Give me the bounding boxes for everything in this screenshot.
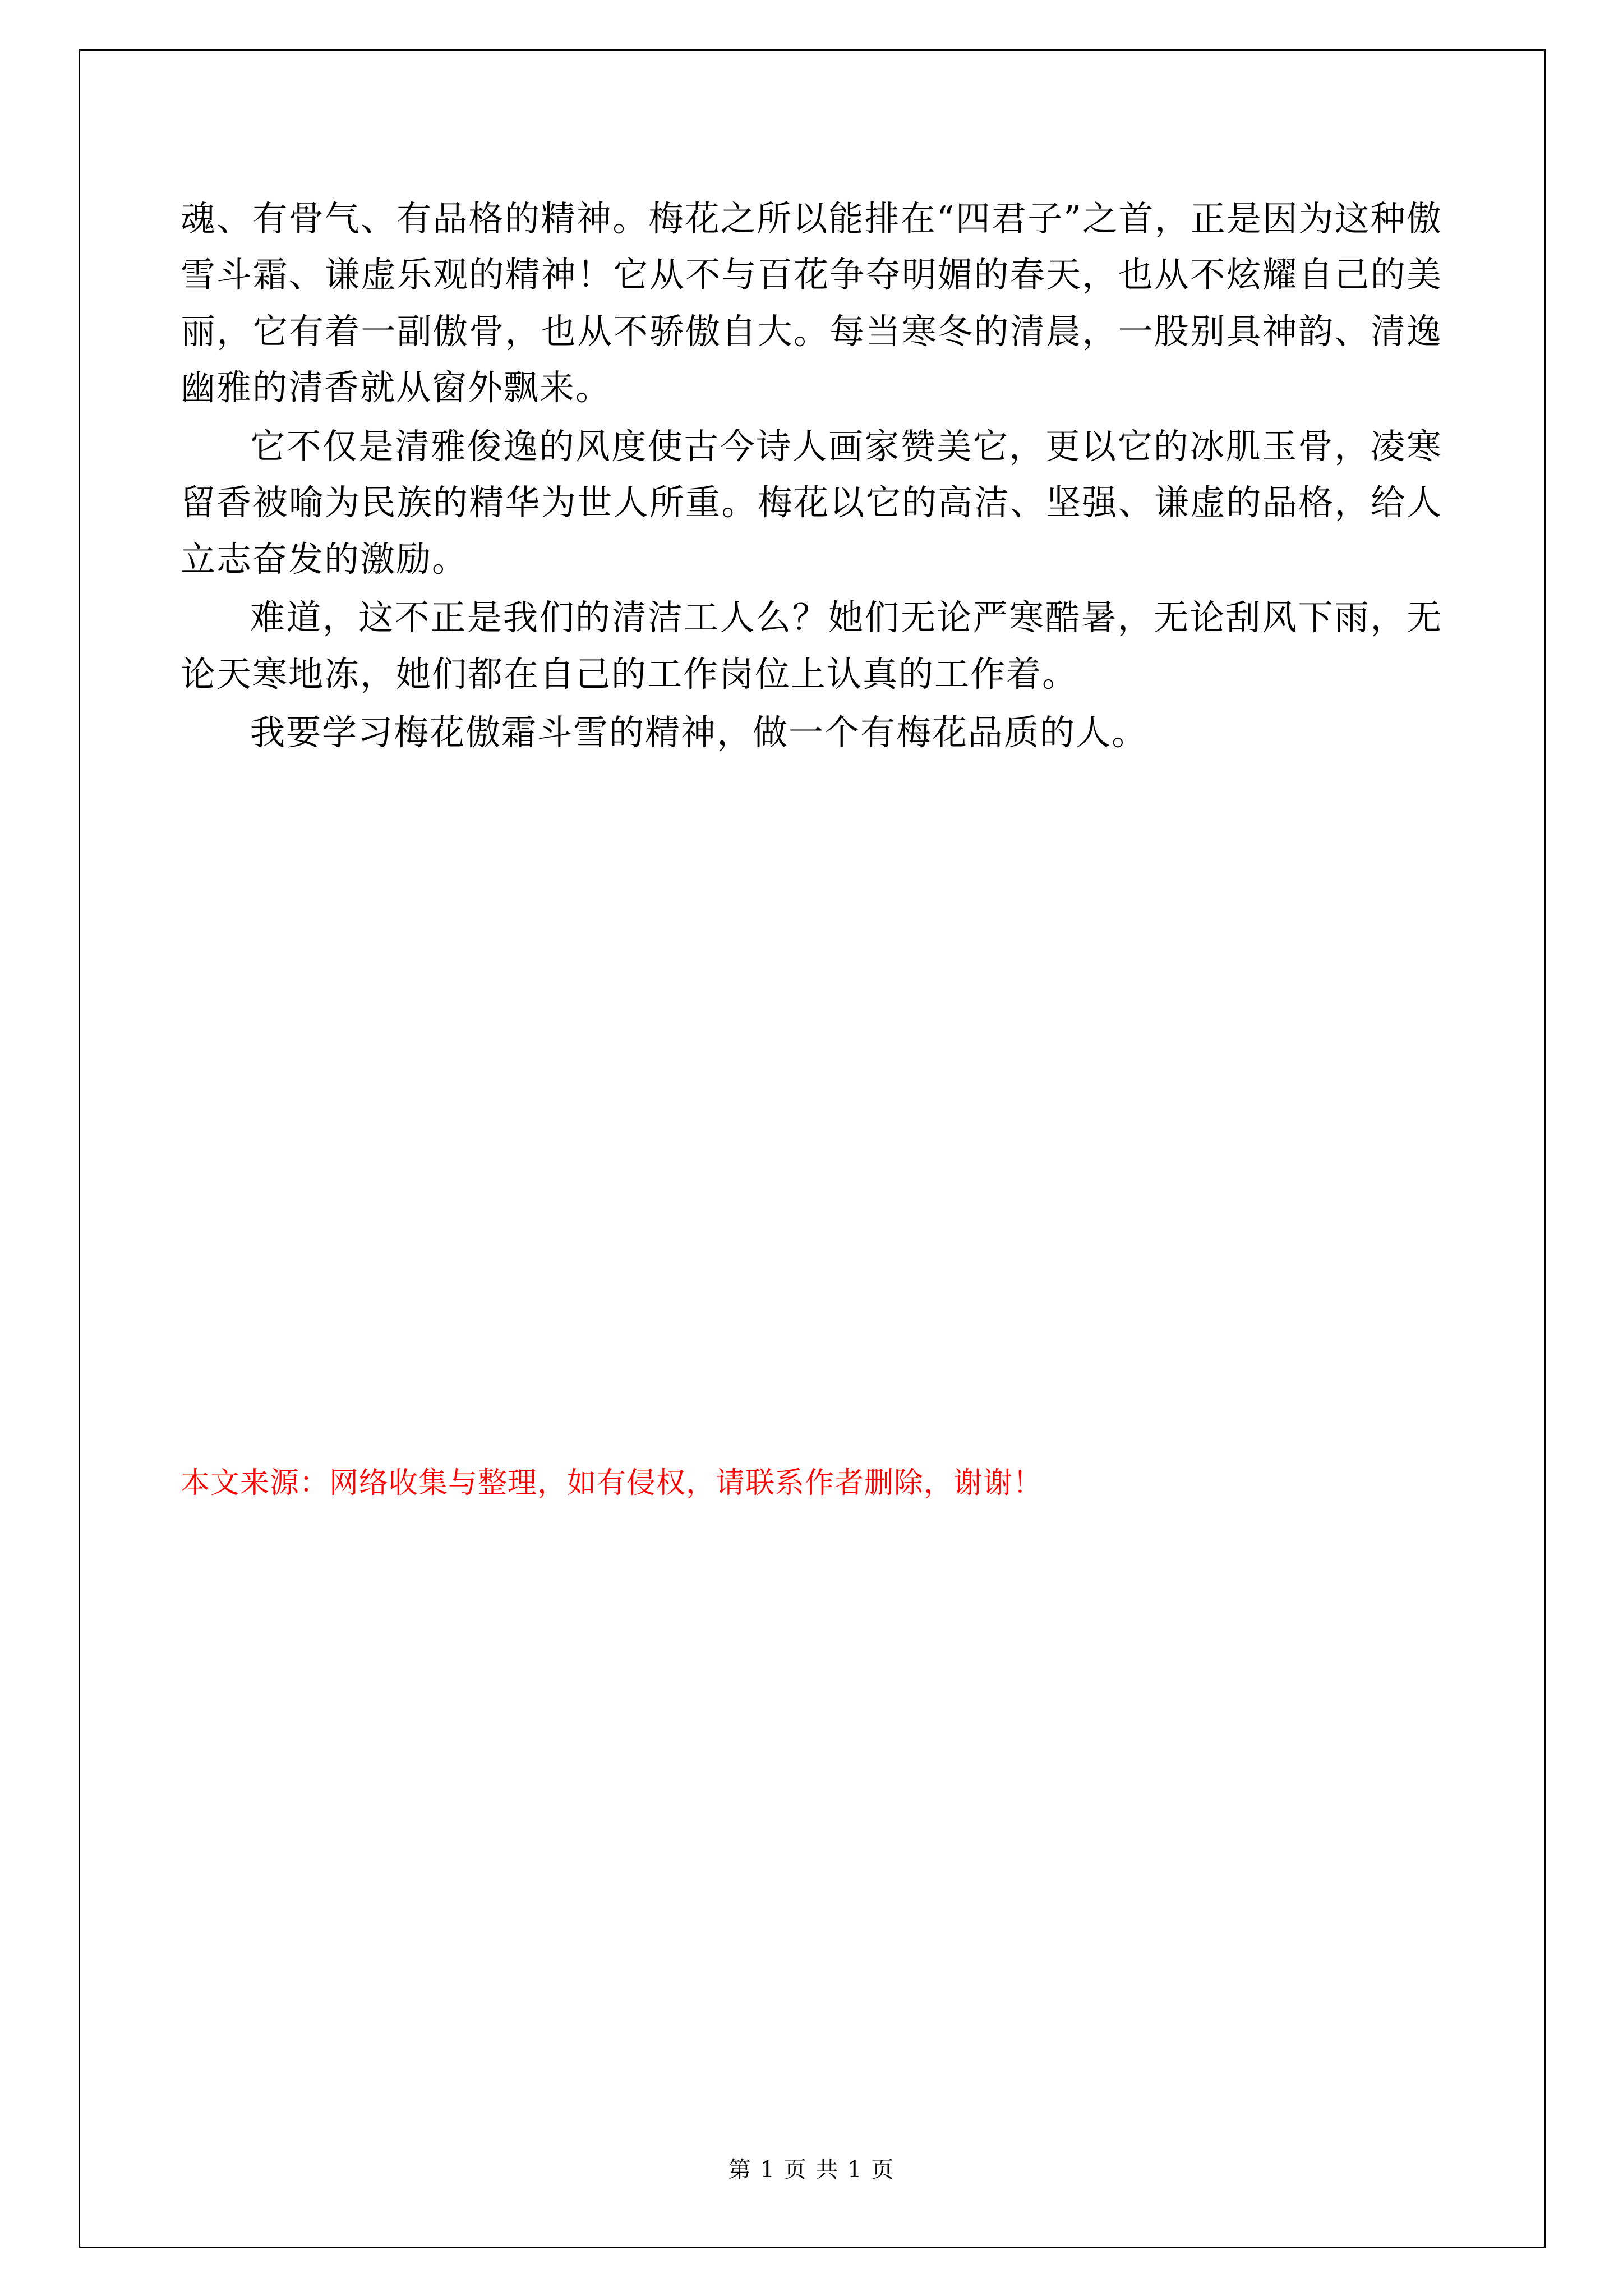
source-note: 本文来源：网络收集与整理，如有侵权，请联系作者删除，谢谢！ bbox=[181, 1466, 1043, 1500]
paragraph: 它不仅是清雅俊逸的风度使古今诗人画家赞美它，更以它的冰肌玉骨，凌寒留香被喻为民族的精华为世人所重。梅花以它的高洁、坚强、谦虚的品格，给人立志奋发的激励。 bbox=[181, 425, 1442, 579]
page-footer: 第 1 页 共 1 页 bbox=[728, 2157, 895, 2183]
paragraph: 我要学习梅花傲霜斗雪的精神，做一个有梅花品质的人。 bbox=[250, 711, 1148, 753]
paragraph: 魂、有骨气、有品格的精神。梅花之所以能排在“四君子”之首，正是因为这种傲雪斗霜、谦虚乐观的精神！它从不与百花争夺明媚的春天，也从不炫耀自己的美丽，它有着一副傲骨，也从不骄傲自大。每当寒冬的清晨，一股别具神韵、清逸幽雅的清香就从窗外飘来。 bbox=[181, 198, 1442, 408]
document-body bbox=[181, 191, 1442, 763]
paragraph: 难道，这不正是我们的清洁工人么？她们无论严寒酷暑，无论刮风下雨，无论天寒地冻，她们都在自己的工作岗位上认真的工作着。 bbox=[181, 597, 1442, 694]
